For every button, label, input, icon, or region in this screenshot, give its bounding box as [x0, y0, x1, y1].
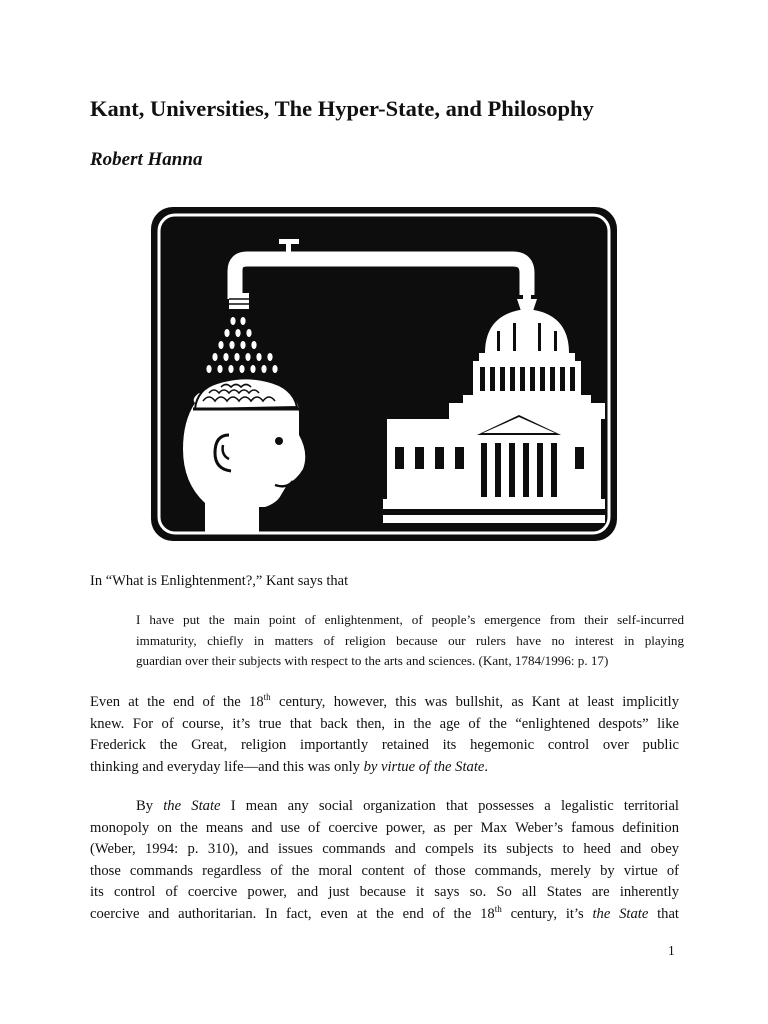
faucet-handle	[279, 239, 299, 244]
paragraph-line: By the State I mean any social organization that possesses a legalistic territorial	[136, 798, 679, 814]
page-number: 1	[668, 943, 675, 958]
eye	[275, 437, 283, 445]
lead-sentence: In “What is Enlightenment?,” Kant says that	[90, 573, 349, 589]
paragraph-line: (Weber, 1994: p. 310), and issues commands and compels its subjects to heed and obey	[90, 841, 679, 857]
illustration-svg	[147, 203, 621, 545]
paragraph-line: monopoly on the means and use of coercive power, as per Max Weber’s famous definition	[90, 819, 679, 836]
paragraph-1	[90, 692, 679, 778]
quote-line: immaturity, chiefly in matters of religion because our rulers have no interest in playing	[136, 632, 684, 648]
paragraph-2	[90, 796, 679, 925]
paragraph-line: Even at the end of the 18th century, however, this was bullshit, as Kant at least implicitly	[90, 692, 679, 710]
faucet-nozzle	[229, 293, 249, 309]
paragraph-line: knew. For of course, it’s true that back then, in the age of the “enlightened despots” like	[90, 715, 679, 732]
paragraph-line: coercive and authoritarian. In fact, even at the end of the 18th century, it’s the State that	[90, 903, 679, 922]
document-title: Kant, Universities, The Hyper-State, and Philosophy	[90, 96, 594, 121]
quote-line: guardian over their subjects with respect to the arts and sciences. (Kant, 1784/1996: p. 17)	[136, 653, 609, 668]
illustration	[147, 203, 621, 545]
paragraph-line: thinking and everyday life—and this was only by virtue of the State.	[90, 758, 489, 775]
paragraph-line: its control of coercive power, and just because it says so. So all States are inherently	[90, 884, 679, 900]
quote-line: I have put the main point of enlightenment, of people’s emergence from their self-incurred	[136, 612, 684, 627]
paragraph-line: Frederick the Great, religion importantly retained its hegemonic control over public	[90, 737, 679, 753]
block-quote	[136, 610, 684, 672]
paragraph-line: those commands regardless of the moral content of those commands, merely by virtue of	[90, 862, 679, 879]
document-author: Robert Hanna	[90, 149, 203, 170]
